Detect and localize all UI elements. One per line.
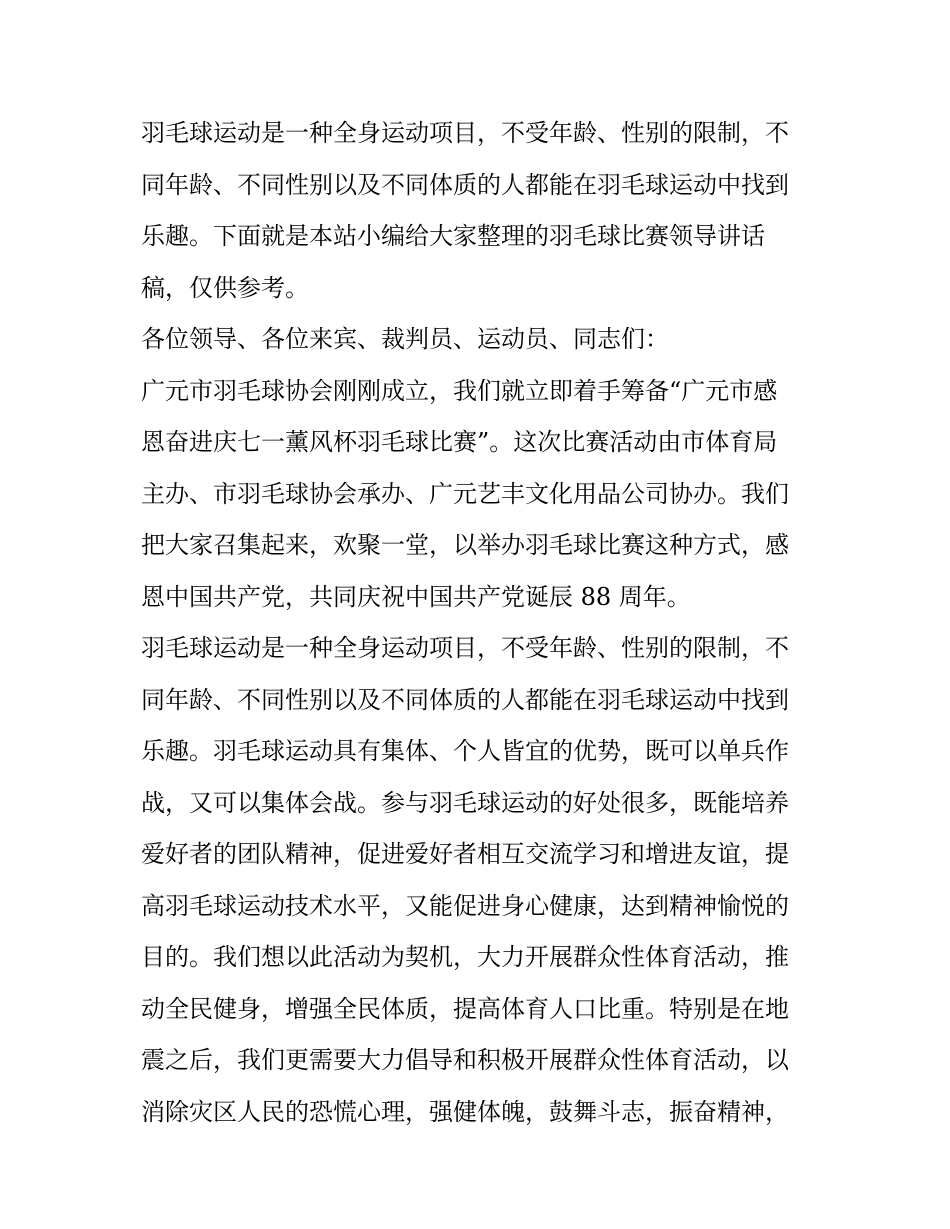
- document-body: [141, 108, 813, 1138]
- text-line: 消除灾区人民的恐慌心理，强健体魄，鼓舞斗志，振奋精神，: [141, 1097, 789, 1126]
- text-line: 恩奋进庆七一薰风杯羽毛球比赛”。这次比赛活动由市体育局: [141, 428, 778, 456]
- text-line: 高羽毛球运动技术水平，又能促进身心健康，达到精神愉悦的: [141, 891, 789, 920]
- text-line: 震之后，我们更需要大力倡导和积极开展群众性体育活动，以: [141, 1046, 789, 1074]
- text-line: 同年龄、不同性别以及不同体质的人都能在羽毛球运动中找到: [141, 685, 789, 714]
- text-line: 把大家召集起来，欢聚一堂，以举办羽毛球比赛这种方式，感: [141, 531, 789, 559]
- text-line: 目的。我们想以此活动为契机，大力开展群众性体育活动，推: [141, 943, 789, 971]
- text-line: 战，又可以集体会战。参与羽毛球运动的好处很多，既能培养: [141, 788, 789, 817]
- text-line: 羽毛球运动是一种全身运动项目，不受年龄、性别的限制，不: [141, 634, 789, 662]
- text-line: 同年龄、不同性别以及不同体质的人都能在羽毛球运动中找到: [141, 170, 789, 199]
- text-line: 动全民健身，增强全民体质，提高体育人口比重。特别是在地: [141, 994, 789, 1023]
- text-line: 恩中国共产党，共同庆祝中国共产党诞辰 88 周年。: [141, 582, 691, 611]
- text-line: 稿，仅供参考。: [141, 273, 309, 302]
- text-line: 爱好者的团队精神，促进爱好者相互交流学习和增进友谊，提: [141, 840, 789, 868]
- text-line: 乐趣。下面就是本站小编给大家整理的羽毛球比赛领导讲话: [141, 222, 765, 250]
- text-line: 乐趣。羽毛球运动具有集体、个人皆宜的优势，既可以单兵作: [141, 737, 789, 765]
- text-line: 羽毛球运动是一种全身运动项目，不受年龄、性别的限制，不: [141, 119, 789, 147]
- text-line: 主办、市羽毛球协会承办、广元艺丰文化用品公司协办。我们: [141, 479, 789, 508]
- text-line: 各位领导、各位来宾、裁判员、运动员、同志们：: [141, 325, 669, 353]
- text-line: 广元市羽毛球协会刚刚成立，我们就立即着手筹备“广元市感: [141, 376, 778, 405]
